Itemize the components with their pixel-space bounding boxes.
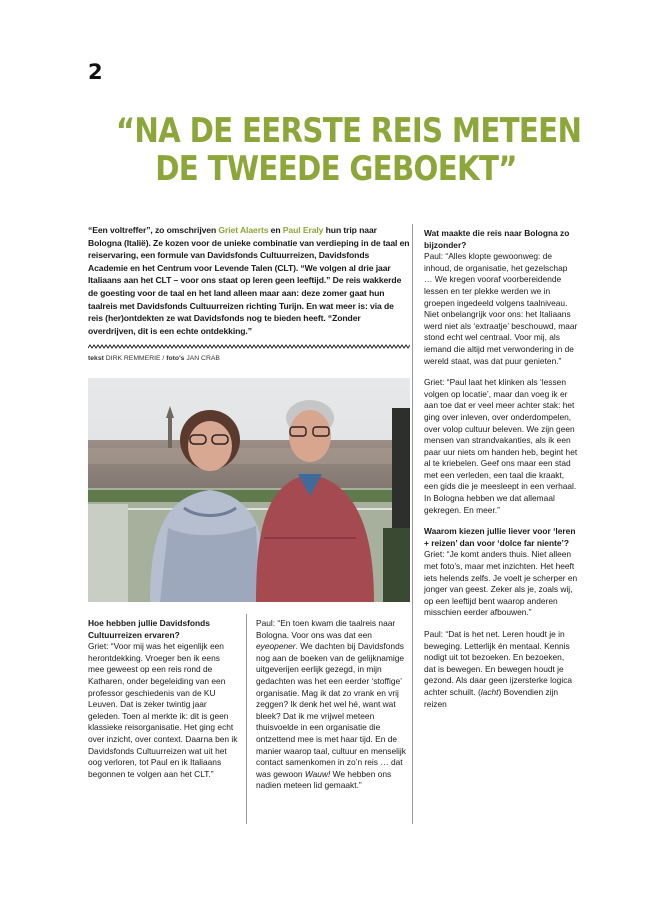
headline-line-1: “NA DE EERSTE REIS METEEN [115,111,582,151]
column-rule [246,614,247,824]
credit-photo-label: foto's [166,355,185,362]
column-1 [88,618,238,790]
credit-photo-author: JAN CRAB [186,355,220,362]
answer-griet-3: Griet: “Je komt anders thuis. Niet alleen met foto’s, maar met inzichten. Het heeft iets helends zelfs. Je voelt je scherper en jonger van geest. Zeker als je, zoals wij, op een leeftijd bent waarop anderen misschien eerder afbouwen.” [424,549,578,618]
credit-text-author: DIRK REMMERIE [105,355,161,362]
headline-line-2: DE TWEEDE GEBOEKT” [155,149,517,189]
intro-part-2: en [268,225,283,235]
credit-text-label: tekst [88,355,104,362]
column-3 [424,228,578,720]
answer-griet-1: Griet: “Voor mij was het eigenlijk een herontdekking. Vroeger ben ik eens mee geweest op een reis rond de Katharen, onder begeleiding van een professor geschiedenis van de KU Leuven. Dat is zeker twintig jaar geleden. Toen al merkte ik: dit is geen klassieke reisorganisatie. Het ging echt over inzicht, over context. Daarna ben ik Davidsfonds Cultuurreizen wat uit het oog verloren, tot Paul en ik Italiaans begonnen te volgen aan het CLT.” [88,641,238,779]
answer-paul-1: Paul: “En toen kwam die taalreis naar Bologna. Voor ons was dat een eyeopener. We dachten bij Davidsfonds nog aan de boeken van de gelijknamige uitgeverijen eerlijk gezegd, in mijn gedachten was het een eerder ‘stoffige’ organisatie. Mag ik dat zo vrank en vrij zeggen? Ik denk het wel hé, want wat bleek? Dat ik me vrijwel meteen thuisvoelde in een organisatie die ontzettend mee is met haar tijd. En de manier waarop taal, cultuur en menselijk contact samenkomen in zo’n reis … dat was gewoon Wauw! We hebben ons nadien meteen lid gemaakt.” [256,618,406,791]
intro-part-3: hun trip naar Bologna (Italië). Ze kozen voor de unieke combinatie van verdieping in de taal en reiservaring, een formule van Davidsfonds Cultuurreizen, Davidsfonds Academie en het Centrum voor Levende Talen (CLT). “We volgen al drie jaar Italiaans aan het CLT – voor ons staat op leren geen leeftijd.” De reis wakkerde de goesting voor de taal en het land alleen maar aan: deze zomer gaat hun taalreis met Davidsfonds Cultuurreizen richting Turijn. En wat meer is: via de reis (her)ontdekten ze wat Davidsfonds nog te bieden heeft. “Zonder overdrijven, dit is een echte ontdekking.” [88,225,410,336]
intro-name-paul: Paul Eraly [282,225,324,235]
portrait-photo [88,378,410,602]
question-1: Hoe hebben jullie Davidsfonds Cultuurreizen ervaren? [88,618,210,640]
question-3: Waarom kiezen jullie liever voor ‘leren + reizen’ dan voor ‘dolce far niente’? [424,526,576,548]
answer-paul-2: Paul: “Alles klopte gewoonweg: de inhoud, de organisatie, het gezelschap … We kregen vooraf voorbereidende lessen en ter plekke werden we in groepen ingedeeld volgens taalniveau. Niet onbelangrijk voor ons: het Italiaans werd niet als ‘extraatje’ beschouwd, maar stond echt wel centraal. Voor mij, als iemand die altijd met verwondering in de wereld staat, was dat puur genieten.” [424,251,578,366]
zigzag-divider [88,344,410,349]
answer-paul-3: Paul: “Dat is het net. Leren houdt je in beweging. Letterlijk én mentaal. Kennis nodigt uit tot bezoeken. En bezoeken, dat is bewegen. En bewegen houdt je gezond. Als daar geen ijzersterke logica achter schuilt. (lacht) Bovendien zijn reizen [424,629,573,709]
intro-paragraph [88,224,410,337]
answer-griet-2: Griet: “Paul laat het klinken als ‘lessen volgen op locatie’, maar dan voeg ik er aan toe dat er veel meer achter stak: het ging over inleven, over onderdompelen, over volop cultuur beleven. We zijn geen mensen van strandvakanties, als ik een paar uur niets om handen heb, begint het al te kriebelen. Geef ons maar een stad met een verleden, een taal die kraakt, een gids die je meesleept in een verhaal. In Bologna hebben we dat allemaal gekregen. En meer.” [424,377,578,515]
photo-credit: tekst DIRK REMMERIE / foto's JAN CRAB [88,355,220,362]
question-2: Wat maakte die reis naar Bologna zo bijzonder? [424,228,570,250]
page-number: 2 [88,60,103,84]
headline [115,111,582,189]
intro-name-griet: Griet Alaerts [218,225,269,235]
intro-part-1: “Een voltreffer”, zo omschrijven [88,225,219,235]
column-2 [256,618,406,802]
column-rule-right [412,224,413,824]
